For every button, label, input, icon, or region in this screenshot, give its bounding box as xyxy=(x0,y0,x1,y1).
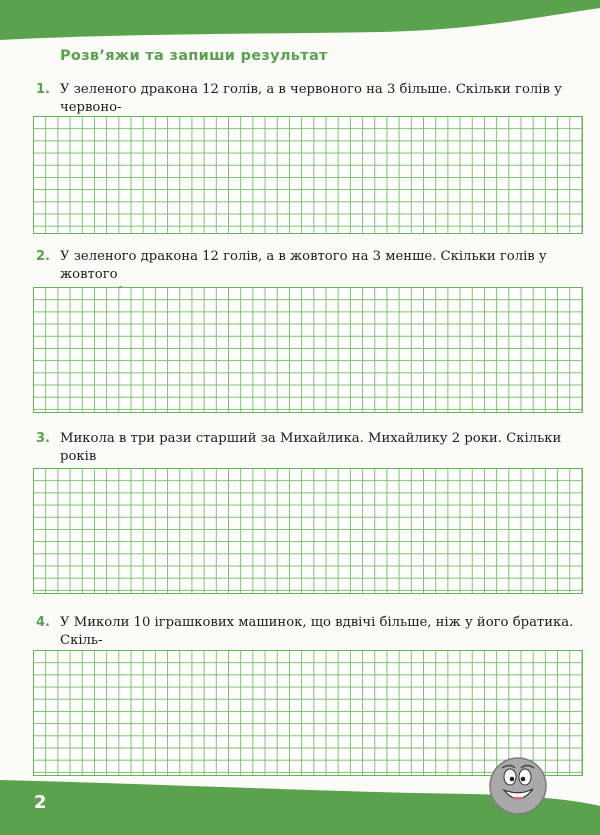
section-heading: Розв’яжи та запиши результат xyxy=(60,48,328,64)
task-number: 2. xyxy=(36,249,50,264)
page-number: 2 xyxy=(34,792,47,813)
task-text: У Миколи 10 іграшкових машинок, що вдвічі більше, ніж у його братика. Скіль- xyxy=(60,615,574,648)
task-number: 1. xyxy=(36,82,50,97)
answer-grid-1[interactable] xyxy=(33,116,583,234)
task-3 xyxy=(36,430,581,470)
task-text: У зеленого дракона 12 голів, а в жовтого на 3 менше. Скільки голів у жовтого xyxy=(60,249,547,282)
task-number: 4. xyxy=(36,615,50,630)
task-4 xyxy=(36,614,581,654)
task-text: Микола в три рази старший за Михайлика. Михайлику 2 роки. Скільки років xyxy=(60,431,562,464)
answer-grid-3[interactable] xyxy=(33,468,583,594)
task-1 xyxy=(36,81,581,121)
smiling-gray-ball-icon xyxy=(488,756,548,816)
answer-grid-2[interactable] xyxy=(33,287,583,413)
task-number: 3. xyxy=(36,431,50,446)
task-2 xyxy=(36,248,581,288)
task-text: У зеленого дракона 12 голів, а в червоного на 3 більше. Скільки голів у червоно- xyxy=(60,82,562,115)
